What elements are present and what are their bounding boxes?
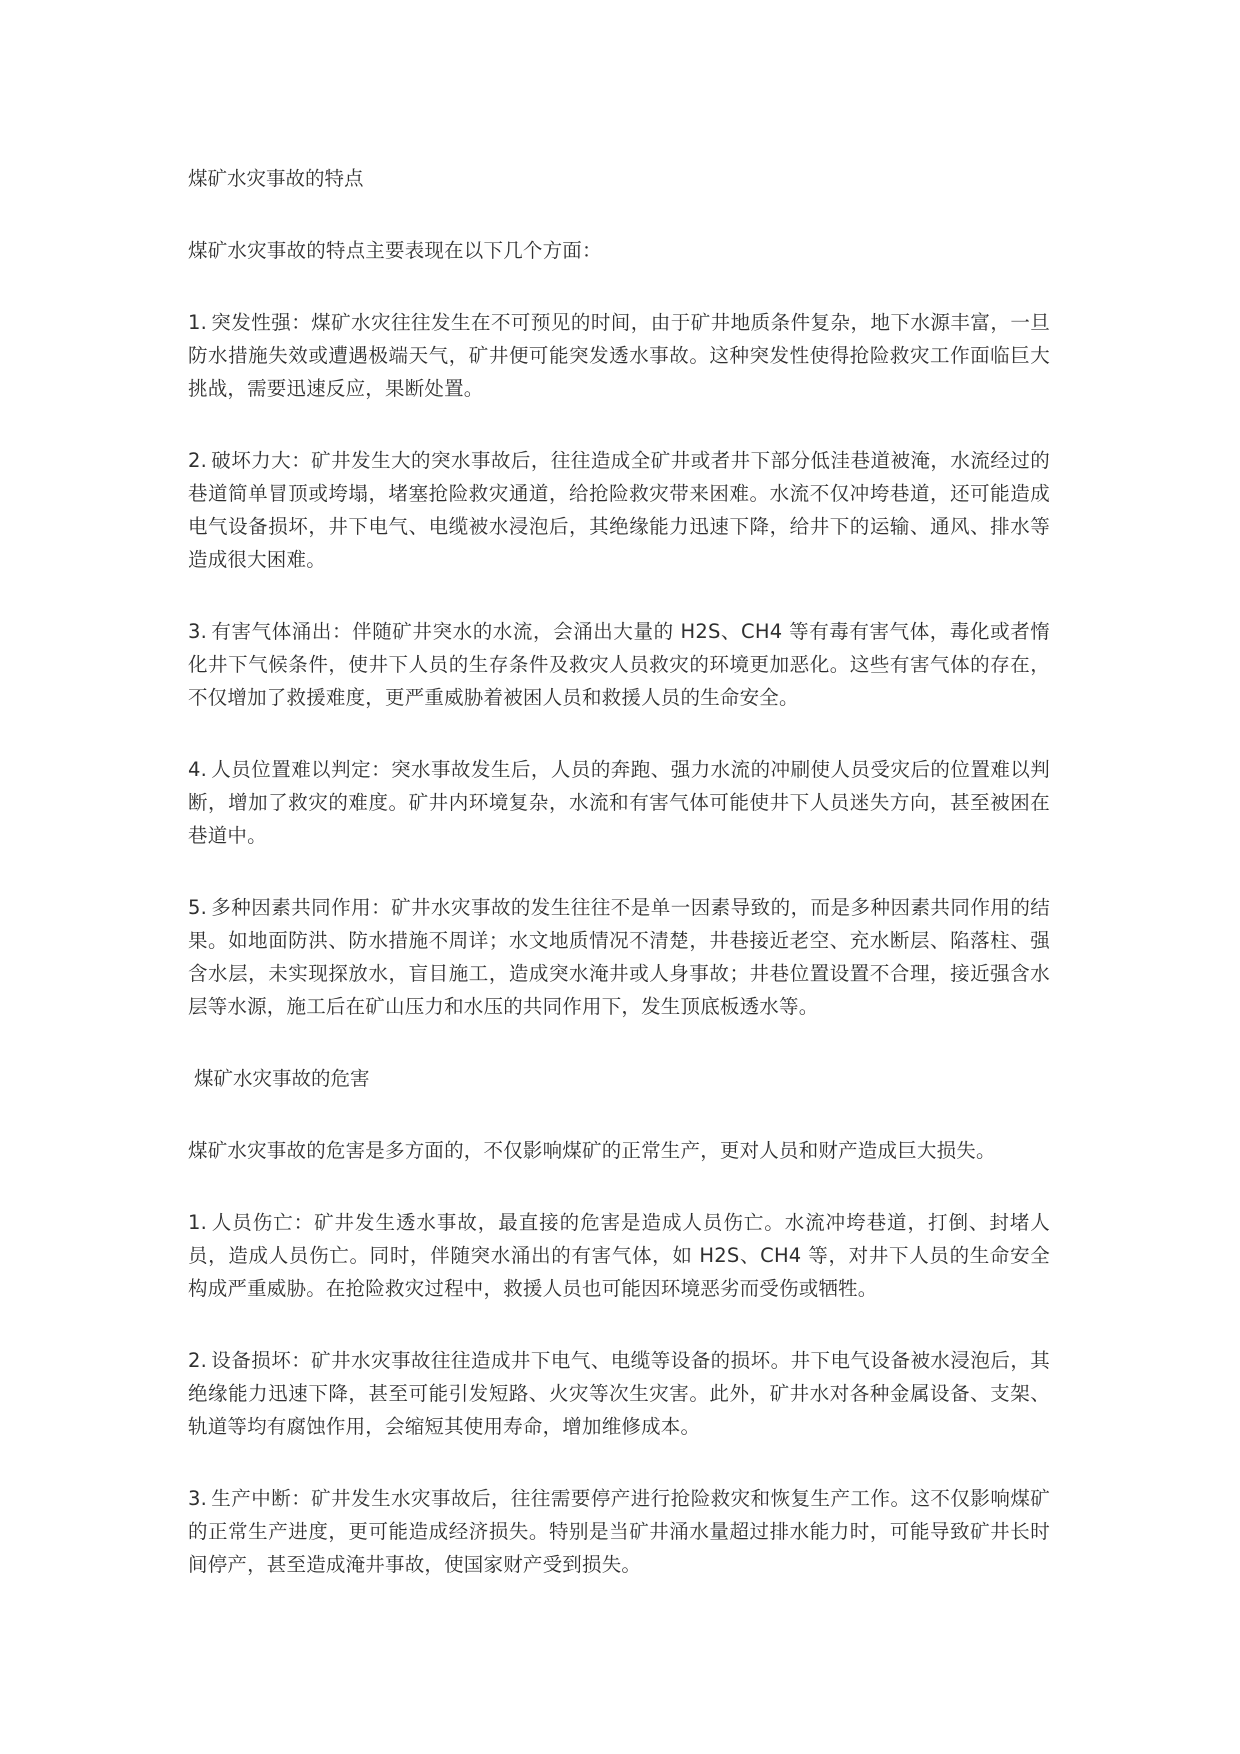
item-text: 有害气体涌出：伴随矿井突水的水流，会涌出大量的 H2S、CH4 等有毒有害气体，毒化或者惰化井下气候条件，使井下人员的生存条件及救灾人员救灾的环境更加恶化。这些有害气体的存在，不仅增加了救援难度，更严重威胁着被困人员和救援人员的生命安全。 <box>188 620 1050 709</box>
section-intro: 煤矿水灾事故的危害是多方面的，不仅影响煤矿的正常生产，更对人员和财产造成巨大损失。 <box>188 1139 996 1162</box>
item-number: 2. <box>188 449 208 472</box>
list-item <box>188 753 1050 852</box>
document-body <box>188 162 1050 1620</box>
item-number: 5. <box>188 896 208 919</box>
list-item <box>188 1482 1050 1581</box>
item-number: 2. <box>188 1349 208 1372</box>
item-text: 多种因素共同作用：矿井水灾事故的发生往往不是单一因素导致的，而是多种因素共同作用的结果。如地面防洪、防水措施不周详；水文地质情况不清楚，井巷接近老空、充水断层、陷落柱、强含水层，未实现探放水，盲目施工，造成突水淹井或人身事故；井巷位置设置不合理，接近强含水层等水源，施工后在矿山压力和水压的共同作用下，发生顶底板透水等。 <box>188 896 1050 1018</box>
item-number: 3. <box>188 1487 208 1510</box>
list-item <box>188 615 1050 714</box>
list-item <box>188 891 1050 1023</box>
item-text: 人员位置难以判定：突水事故发生后，人员的奔跑、强力水流的冲刷使人员受灾后的位置难以判断，增加了救灾的难度。矿井内环境复杂，水流和有害气体可能使井下人员迷失方向，甚至被困在巷道中。 <box>188 758 1050 847</box>
item-text: 生产中断：矿井发生水灾事故后，往往需要停产进行抢险救灾和恢复生产工作。这不仅影响煤矿的正常生产进度，更可能造成经济损失。特别是当矿井涌水量超过排水能力时，可能导致矿井长时间停产，甚至造成淹井事故，使国家财产受到损失。 <box>188 1487 1050 1576</box>
item-text: 人员伤亡：矿井发生透水事故，最直接的危害是造成人员伤亡。水流冲垮巷道，打倒、封堵人员，造成人员伤亡。同时，伴随突水涌出的有害气体，如 H2S、CH4 等，对井下人员的生命安全构成严重威胁。在抢险救灾过程中，救援人员也可能因环境恶劣而受伤或牺牲。 <box>188 1211 1050 1300</box>
section-hazards <box>188 1062 1050 1581</box>
item-number: 1. <box>188 1211 208 1234</box>
list-item <box>188 306 1050 405</box>
list-item <box>188 444 1050 576</box>
item-number: 1. <box>188 311 208 334</box>
item-number: 3. <box>188 620 208 643</box>
section-intro: 煤矿水灾事故的特点主要表现在以下几个方面： <box>188 239 602 262</box>
section-heading: 煤矿水灾事故的特点 <box>188 167 364 190</box>
list-item <box>188 1344 1050 1443</box>
list-item <box>188 1206 1050 1305</box>
item-text: 设备损坏：矿井水灾事故往往造成井下电气、电缆等设备的损坏。井下电气设备被水浸泡后，其绝缘能力迅速下降，甚至可能引发短路、火灾等次生灾害。此外，矿井水对各种金属设备、支架、轨道等均有腐蚀作用，会缩短其使用寿命，增加维修成本。 <box>188 1349 1050 1438</box>
section-heading: 煤矿水灾事故的危害 <box>194 1067 370 1090</box>
item-number: 4. <box>188 758 208 781</box>
item-text: 突发性强：煤矿水灾往往发生在不可预见的时间，由于矿井地质条件复杂，地下水源丰富，一旦防水措施失效或遭遇极端天气，矿井便可能突发透水事故。这种突发性使得抢险救灾工作面临巨大挑战，需要迅速反应，果断处置。 <box>188 311 1050 400</box>
item-text: 破坏力大：矿井发生大的突水事故后，往往造成全矿井或者井下部分低洼巷道被淹，水流经过的巷道简单冒顶或垮塌，堵塞抢险救灾通道，给抢险救灾带来困难。水流不仅冲垮巷道，还可能造成电气设备损坏，井下电气、电缆被水浸泡后，其绝缘能力迅速下降，给井下的运输、通风、排水等造成很大困难。 <box>188 449 1050 571</box>
section-characteristics <box>188 162 1050 1023</box>
